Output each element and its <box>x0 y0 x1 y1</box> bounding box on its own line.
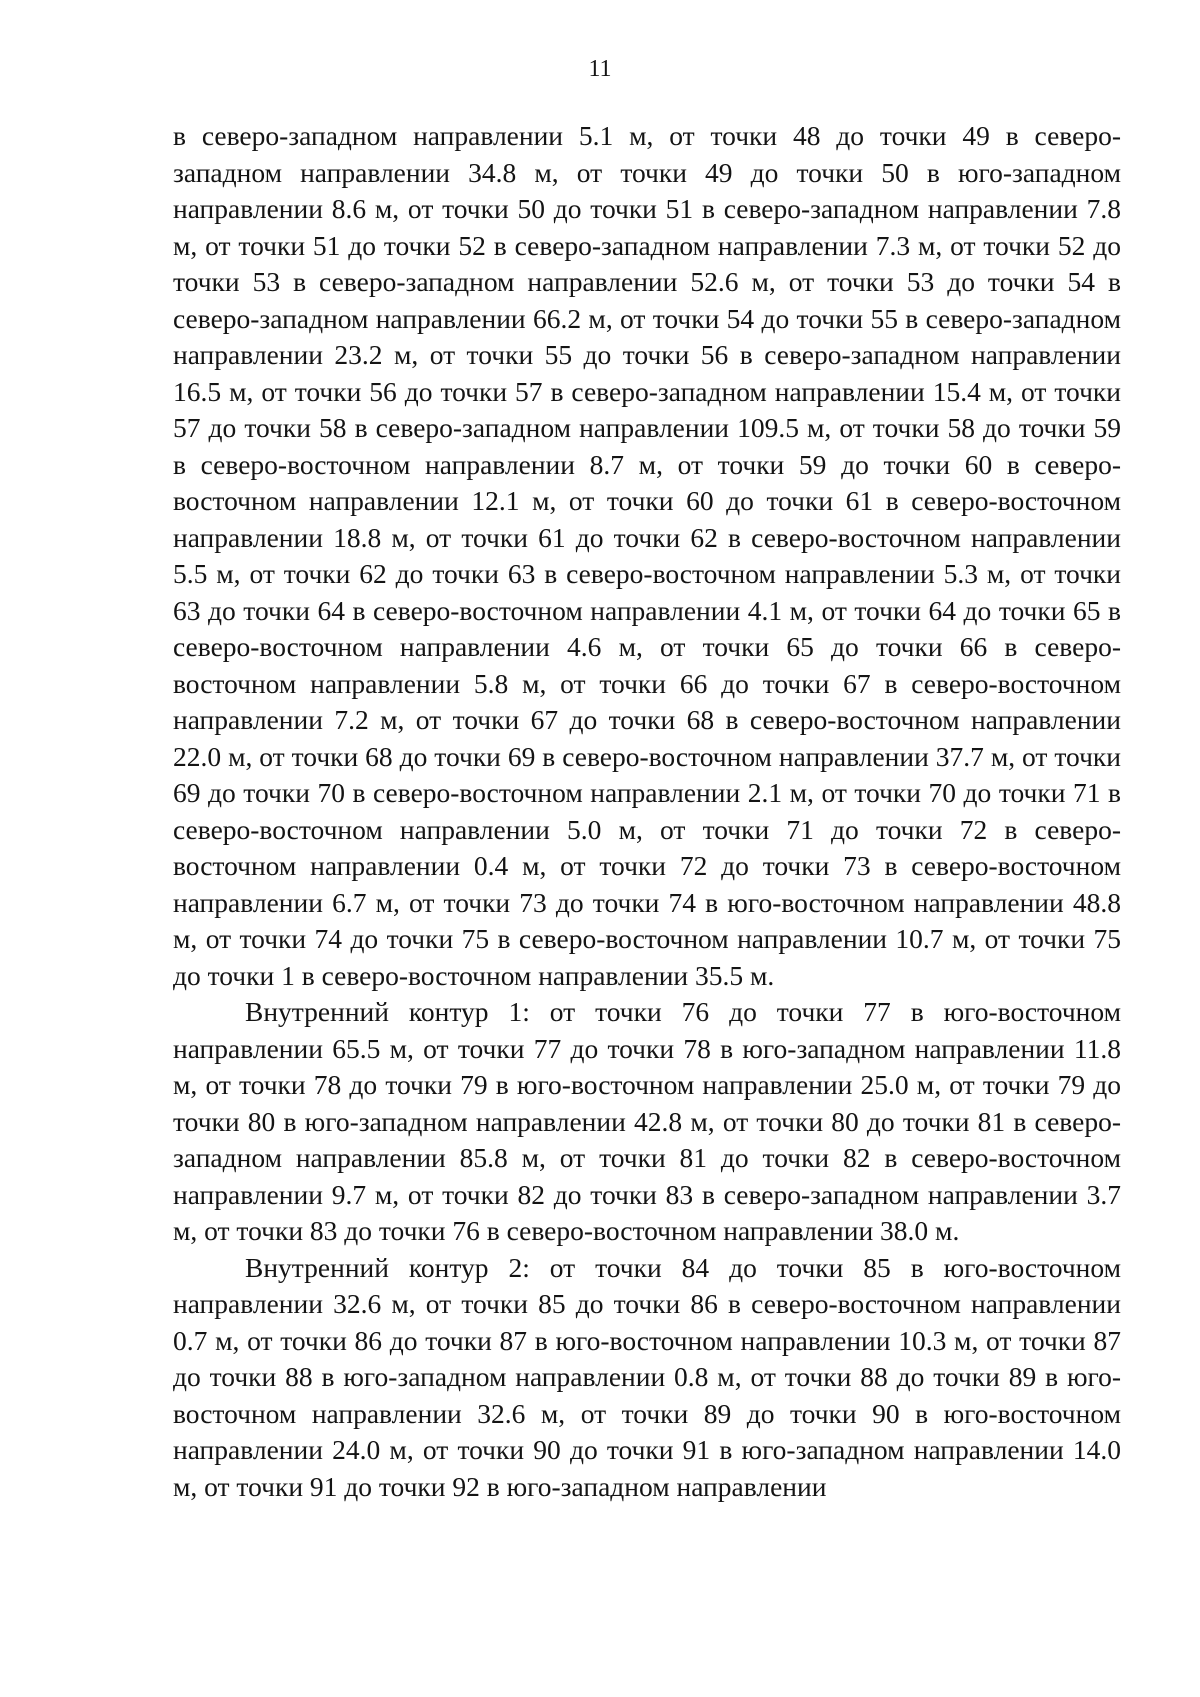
paragraph-inner-contour-1: Внутренний контур 1: от точки 76 до точки 77 в юго-восточном направлении 65.5 м, от точки 77 до точки 78 в юго-западном направлении 11.8 м, от точки 78 до точки 79 в юго-восточном направлении 25.0 м, от точки 79 до точки 80 в юго-западном направлении 42.8 м, от точки 80 до точки 81 в северо-западном направлении 85.8 м, от точки 81 до точки 82 в северо-восточном направлении 9.7 м, от точки 82 до точки 83 в северо-западном направлении 3.7 м, от точки 83 до точки 76 в северо-восточном направлении 38.0 м. <box>173 996 1121 1246</box>
page-number: 11 <box>588 56 612 82</box>
paragraph-continued-contour: в северо-западном направлении 5.1 м, от точки 48 до точки 49 в северо-западном направлении 34.8 м, от точки 49 до точки 50 в юго-западном направлении 8.6 м, от точки 50 до точки 51 в северо-западном направлении 7.8 м, от точки 51 до точки 52 в северо-западном направлении 7.3 м, от точки 52 до точки 53 в северо-западном направлении 52.6 м, от точки 53 до точки 54 в северо-западном направлении 66.2 м, от точки 54 до точки 55 в северо-западном направлении 23.2 м, от точки 55 до точки 56 в северо-западном направлении 16.5 м, от точки 56 до точки 57 в северо-западном направлении 15.4 м, от точки 57 до точки 58 в северо-западном направлении 109.5 м, от точки 58 до точки 59 в северо-восточном направлении 8.7 м, от точки 59 до точки 60 в северо-восточном направлении 12.1 м, от точки 60 до точки 61 в северо-восточном направлении 18.8 м, от точки 61 до точки 62 в северо-восточном направлении 5.5 м, от точки 62 до точки 63 в северо-восточном направлении 5.3 м, от точки 63 до точки 64 в северо-восточном направлении 4.1 м, от точки 64 до точки 65 в северо-восточном направлении 4.6 м, от точки 65 до точки 66 в северо-восточном направлении 5.8 м, от точки 66 до точки 67 в северо-восточном направлении 7.2 м, от точки 67 до точки 68 в северо-восточном направлении 22.0 м, от точки 68 до точки 69 в северо-восточном направлении 37.7 м, от точки 69 до точки 70 в северо-восточном направлении 2.1 м, от точки 70 до точки 71 в северо-восточном направлении 5.0 м, от точки 71 до точки 72 в северо-восточном направлении 0.4 м, от точки 72 до точки 73 в северо-восточном направлении 6.7 м, от точки 73 до точки 74 в юго-восточном направлении 48.8 м, от точки 74 до точки 75 в северо-восточном направлении 10.7 м, от точки 75 до точки 1 в северо-восточном направлении 35.5 м. <box>173 120 1121 991</box>
paragraph-inner-contour-2: Внутренний контур 2: от точки 84 до точки 85 в юго-восточном направлении 32.6 м, от точки 85 до точки 86 в северо-восточном направлении 0.7 м, от точки 86 до точки 87 в юго-восточном направлении 10.3 м, от точки 87 до точки 88 в юго-западном направлении 0.8 м, от точки 88 до точки 89 в юго-восточном направлении 32.6 м, от точки 89 до точки 90 в юго-восточном направлении 24.0 м, от точки 90 до точки 91 в юго-западном направлении 14.0 м, от точки 91 до точки 92 в юго-западном направлении <box>173 1251 1121 1502</box>
document-body <box>173 118 1121 1505</box>
